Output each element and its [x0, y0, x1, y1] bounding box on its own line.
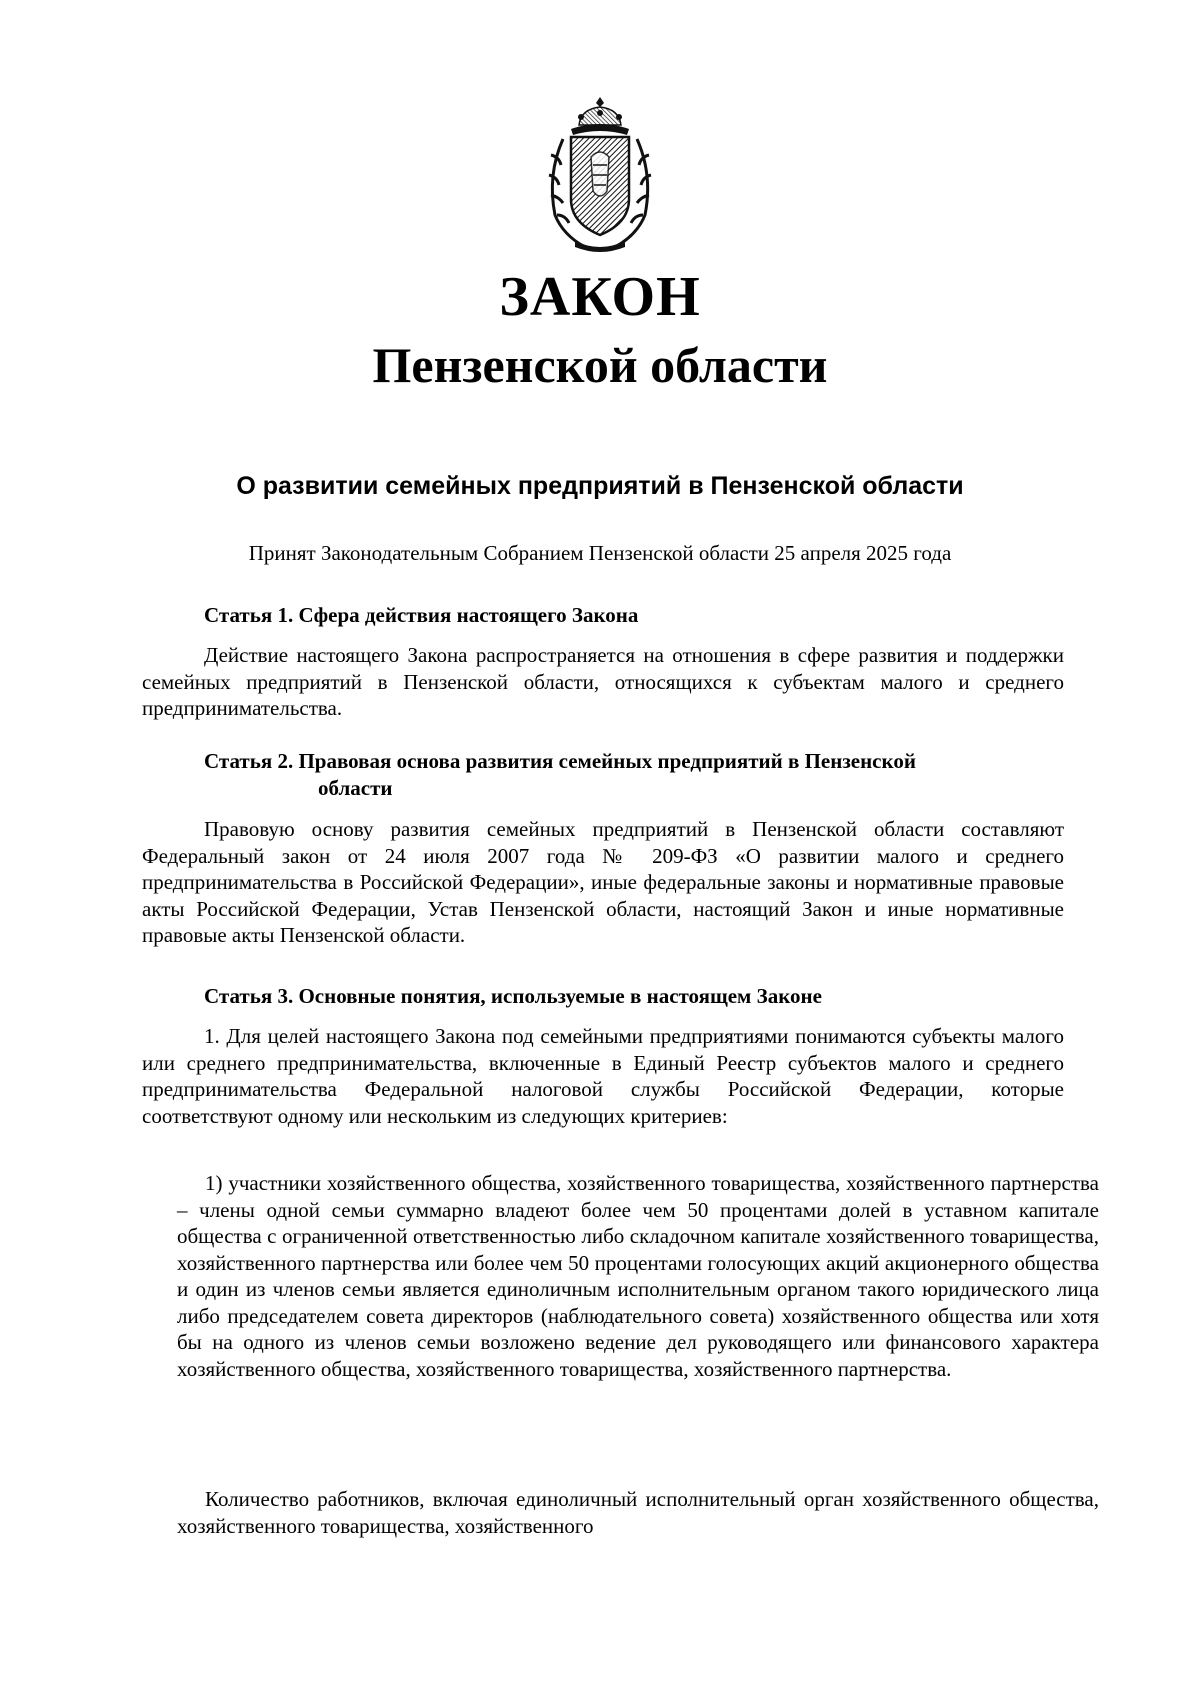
- document-title: ЗАКОН: [499, 266, 701, 328]
- article-3-point-1: 1. Для целей настоящего Закона под семейными предприятиями понимаются субъекты малого или среднего предпринимательства, включенные в Единый Реестр субъектов малого и среднего предпринимательства Федеральной налоговой службы Российской Федерации, которые соответствуют одному или нескольким из следующих критериев:: [142, 1024, 1064, 1128]
- article-3-heading: Статья 3. Основные понятия, используемые в настоящем Законе: [204, 984, 822, 1008]
- document-region: Пензенской области: [372, 337, 828, 393]
- article-3-subpoint-1-continuation: Количество работников, включая единоличный исполнительный орган хозяйственного общества, хозяйственного товарищества, хозяйственного: [177, 1487, 1099, 1538]
- article-2-heading-line2: области: [318, 775, 393, 800]
- law-name: О развитии семейных предприятий в Пензенской области: [236, 472, 964, 500]
- article-2-heading: [142, 748, 1126, 801]
- article-1-text: Действие настоящего Закона распространяется на отношения в сфере развития и поддержки семейных предприятий в Пензенской области, относящихся к субъектам малого и среднего предпринимательства.: [142, 643, 1064, 720]
- adoption-note: Принят Законодательным Собранием Пензенской области 25 апреля 2025 года: [248, 541, 952, 565]
- coat-of-arms-icon: [541, 95, 659, 253]
- article-2-heading-line1: Статья 2. Правовая основа развития семейных предприятий в Пензенской: [204, 749, 916, 773]
- article-1-heading: Статья 1. Сфера действия настоящего Закона: [204, 603, 639, 627]
- article-2-text: Правовую основу развития семейных предприятий в Пензенской области составляют Федеральный закон от 24 июля 2007 года № 209-ФЗ «О развитии малого и среднего предпринимательства в Российской Федерации», иные федеральные законы и нормативные правовые акты Российской Федерации, Устав Пензенской области, настоящий Закон и иные нормативные правовые акты Пензенской области.: [142, 817, 1064, 947]
- article-3-subpoint-1: 1) участники хозяйственного общества, хозяйственного товарищества, хозяйственного партнерства – члены одной семьи суммарно владеют более чем 50 процентами долей в уставном капитале общества с ограниченной ответственностью либо складочном капитале хозяйственного товарищества, хозяйственного партнерства или более чем 50 процентами голосующих акций акционерного общества и один из членов семьи является единоличным исполнительным органом такого юридического лица либо председателем совета директоров (наблюдательного совета) хозяйственного общества или хотя бы на одного из членов семьи возложено ведение дел руководящего или финансового характера хозяйственного общества, хозяйственного товарищества, хозяйственного партнерства.: [177, 1171, 1099, 1381]
